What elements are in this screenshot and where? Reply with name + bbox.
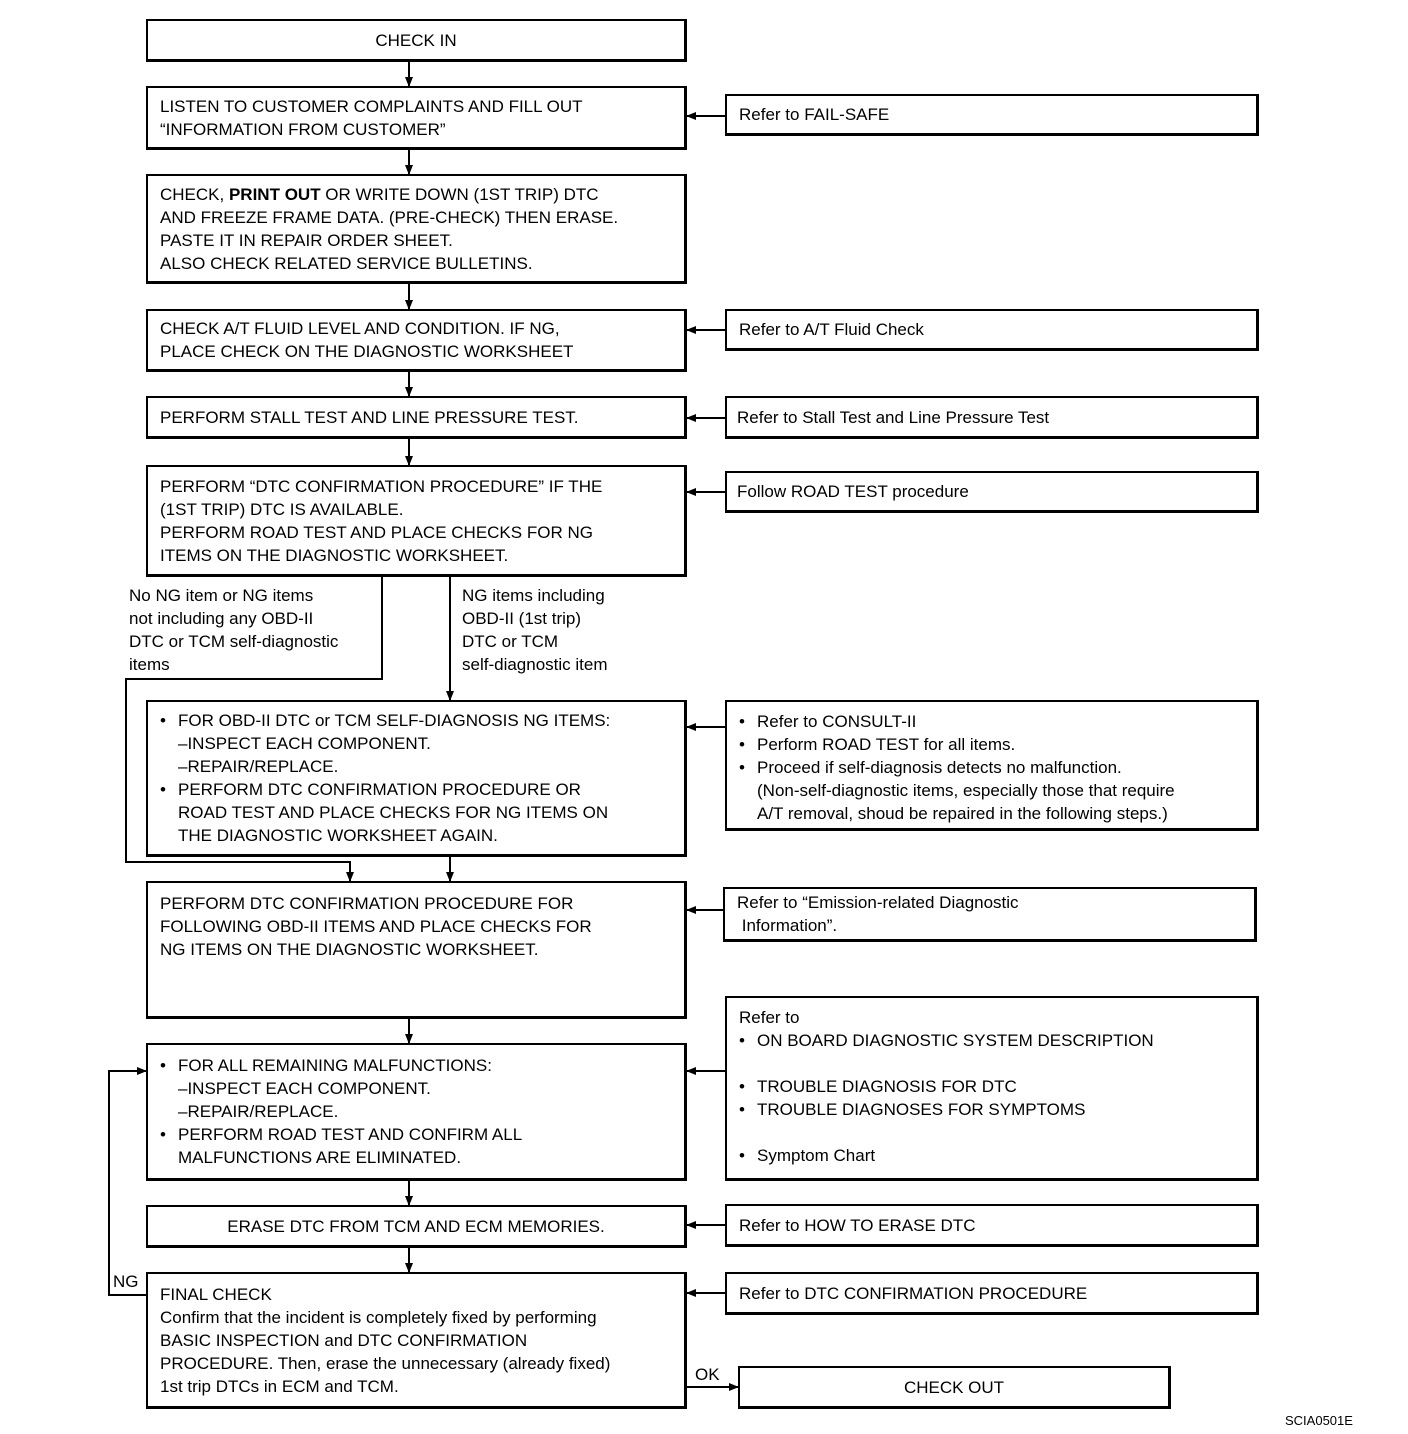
remaining-bullet-2 (160, 1123, 522, 1169)
listen-box (146, 86, 687, 150)
remaining-bullet-2-line-2: MALFUNCTIONS ARE ELIMINATED. (178, 1148, 462, 1167)
check-dtc-line-3: PASTE IT IN REPAIR ORDER SHEET. (160, 230, 453, 250)
check-dtc-line-1a: CHECK, (160, 184, 229, 204)
dtc-confirm-line-1: PERFORM “DTC CONFIRMATION PROCEDURE” IF THE (160, 476, 603, 496)
obd-sub-1: –INSPECT EACH COMPONENT. (178, 734, 431, 753)
branch-ng-line-4: self-diagnostic item (462, 655, 608, 674)
consult-bullet-3-line-2: (Non-self-diagnostic items, especially those that require (757, 781, 1175, 800)
check-in-label: CHECK IN (375, 30, 457, 50)
check-dtc-line-2: AND FREEZE FRAME DATA. (PRE-CHECK) THEN ERASE. (160, 207, 619, 227)
ref-erase-box (725, 1204, 1259, 1247)
fluid-line-2: PLACE CHECK ON THE DIAGNOSTIC WORKSHEET (160, 342, 574, 361)
dtc-confirm-line-4: ITEMS ON THE DIAGNOSTIC WORKSHEET. (160, 545, 509, 565)
check-out-label: CHECK OUT (903, 1377, 1005, 1397)
print-out-emphasis: PRINT OUT (228, 184, 321, 204)
ok-label: OK (695, 1365, 720, 1384)
remaining-bullet-1-text: • FOR ALL REMAINING MALFUNCTIONS: (178, 1056, 492, 1075)
ref-stall-test: Refer to Stall Test and Line Pressure Test (737, 407, 1050, 427)
listen-line-1: LISTEN TO CUSTOMER COMPLAINTS AND FILL OUT (160, 96, 583, 116)
following-line-2: FOLLOWING OBD-II ITEMS AND PLACE CHECKS FOR (160, 917, 592, 936)
dtc-confirm-line-2: (1ST TRIP) DTC IS AVAILABLE. (160, 499, 404, 519)
obd-sub-2: –REPAIR/REPLACE. (178, 757, 339, 776)
ref-dtc-proc-box (725, 1272, 1259, 1315)
obd-bullet-1-text: • FOR OBD-II DTC or TCM SELF-DIAGNOSIS NG ITEMS: (178, 711, 611, 730)
consult-bullet-3-line-1: • Proceed if self-diagnosis detects no malfunction. (757, 758, 1122, 777)
ref-road-test-box (725, 471, 1259, 513)
final-check-box (146, 1272, 687, 1409)
branch-no-ng-line-2: not including any OBD-II (129, 609, 314, 628)
figure-code: SCIA0501E (1285, 1413, 1353, 1428)
check-out-box (738, 1366, 1171, 1409)
ref-fluid-check-box (725, 309, 1259, 351)
final-line-3: BASIC INSPECTION and DTC CONFIRMATION (160, 1330, 528, 1350)
ref-emission-line-2: Information”. (737, 916, 838, 935)
branch-ng-line-1: NG items including (462, 586, 605, 605)
obd-bullet-1 (160, 709, 610, 778)
stall-text: PERFORM STALL TEST AND LINE PRESSURE TEST. (160, 407, 579, 427)
obd-bullet-2-line-1: • PERFORM DTC CONFIRMATION PROCEDURE OR (178, 780, 581, 799)
obd-items-box (146, 700, 687, 857)
ref-fail-safe: Refer to FAIL-SAFE (739, 105, 890, 124)
final-line-4: PROCEDURE. Then, erase the unnecessary (already fixed) (160, 1353, 611, 1373)
final-line-2: Confirm that the incident is completely fixed by performing (160, 1307, 597, 1327)
branch-no-ng-label (129, 584, 338, 676)
onboard-bullet-2: • TROUBLE DIAGNOSIS FOR DTC (739, 1075, 1244, 1098)
remaining-sub-2: –REPAIR/REPLACE. (178, 1102, 339, 1121)
fluid-line-1: CHECK A/T FLUID LEVEL AND CONDITION. IF NG, (160, 319, 560, 338)
final-line-1: FINAL CHECK (160, 1284, 272, 1304)
dtc-confirm-line-3: PERFORM ROAD TEST AND PLACE CHECKS FOR NG (160, 522, 593, 542)
check-dtc-line-4: ALSO CHECK RELATED SERVICE BULLETINS. (160, 253, 533, 273)
branch-no-ng-line-3: DTC or TCM self-diagnostic (129, 632, 339, 651)
onboard-header: Refer to (739, 1008, 800, 1027)
erase-text: ERASE DTC FROM TCM AND ECM MEMORIES. (227, 1216, 605, 1236)
check-in-box (146, 19, 687, 62)
branch-ng-line-2: OBD-II (1st trip) (462, 609, 582, 628)
consult-bullet-2: • Perform ROAD TEST for all items. (739, 733, 1244, 756)
ref-road-test: Follow ROAD TEST procedure (737, 482, 969, 501)
branch-no-ng-line-1: No NG item or NG items (129, 586, 314, 605)
remaining-sub-1: –INSPECT EACH COMPONENT. (178, 1079, 431, 1098)
fluid-box (146, 309, 687, 372)
consult-bullet-3 (739, 756, 1244, 825)
ng-loop-label: NG (113, 1272, 139, 1291)
ref-dtc-proc: Refer to DTC CONFIRMATION PROCEDURE (739, 1283, 1088, 1303)
obd-bullet-2-line-2: ROAD TEST AND PLACE CHECKS FOR NG ITEMS ON (178, 803, 609, 822)
ref-onboard-box (725, 996, 1259, 1181)
ref-fail-safe-box (725, 94, 1259, 136)
ref-fluid-check: Refer to A/T Fluid Check (739, 320, 924, 339)
obd-bullet-2 (160, 778, 610, 847)
ref-consult-box (725, 700, 1259, 831)
following-line-3: NG ITEMS ON THE DIAGNOSTIC WORKSHEET. (160, 940, 539, 959)
following-box (146, 881, 687, 1019)
check-dtc-box (146, 174, 687, 284)
ref-stall-test-box (725, 396, 1259, 439)
arrow-ng-loop (109, 1071, 147, 1295)
check-dtc-line-1b: OR WRITE DOWN (1ST TRIP) DTC (320, 184, 599, 204)
onboard-bullet-4: • Symptom Chart (739, 1144, 1244, 1167)
remaining-bullet-1 (160, 1054, 522, 1123)
dtc-confirm-box (146, 465, 687, 577)
remaining-bullet-2-line-1: • PERFORM ROAD TEST AND CONFIRM ALL (178, 1125, 523, 1144)
remaining-box (146, 1043, 687, 1181)
ref-emission-line-1: Refer to “Emission-related Diagnostic (737, 893, 1019, 912)
erase-box (146, 1205, 687, 1248)
onboard-bullet-3: • TROUBLE DIAGNOSES FOR SYMPTOMS (739, 1098, 1244, 1121)
ref-emission-box (723, 887, 1257, 942)
branch-ng-label (462, 584, 608, 676)
stall-box (146, 396, 687, 439)
following-line-1: PERFORM DTC CONFIRMATION PROCEDURE FOR (160, 894, 574, 913)
consult-bullet-1: • Refer to CONSULT-II (739, 710, 1244, 733)
onboard-bullet-1: • ON BOARD DIAGNOSTIC SYSTEM DESCRIPTION (739, 1029, 1244, 1052)
obd-bullet-2-line-3: THE DIAGNOSTIC WORKSHEET AGAIN. (178, 826, 498, 845)
consult-bullet-3-line-3: A/T removal, shoud be repaired in the following steps.) (757, 804, 1168, 823)
final-line-5: 1st trip DTCs in ECM and TCM. (160, 1376, 399, 1396)
branch-no-ng-line-4: items (129, 655, 170, 674)
check-dtc-line-1 (160, 183, 618, 206)
listen-line-2: “INFORMATION FROM CUSTOMER” (160, 119, 446, 139)
ref-erase: Refer to HOW TO ERASE DTC (739, 1215, 976, 1235)
branch-ng-line-3: DTC or TCM (462, 632, 559, 651)
